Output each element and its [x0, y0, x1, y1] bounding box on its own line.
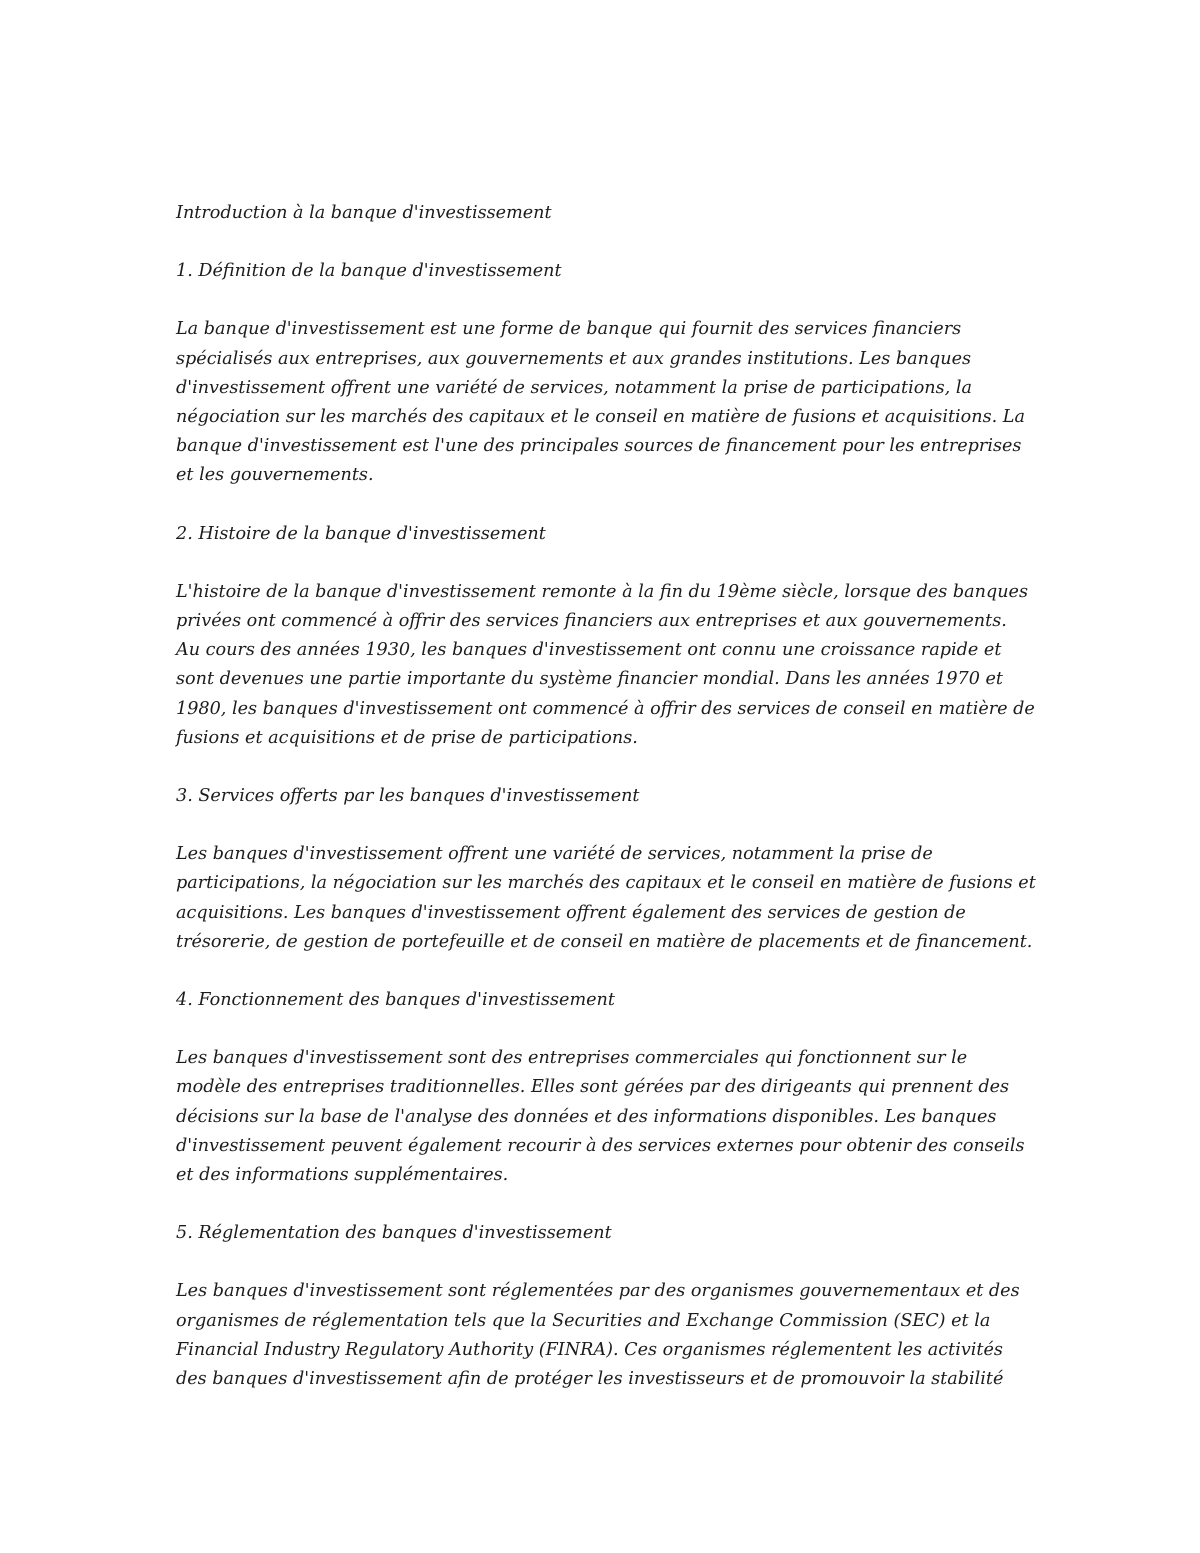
section-heading-operation: 4. Fonctionnement des banques d'investissement: [176, 990, 615, 1011]
section-body-history: L'histoire de la banque d'investissement remonte à la fin du 19ème siècle, lorsque des banques privées ont commencé à offrir des services financiers aux entreprises et aux gouvernements. Au cours des années 1930, les banques d'investissement ont connu une croissance rapide et sont devenues une partie importante du système financier mondial. Dans les années 1970 et 1980, les banques d'investissement ont commencé à offrir des services de conseil en matière de fusions et acquisitions et de prise de participations.: [176, 581, 1035, 748]
section-body-operation: Les banques d'investissement sont des entreprises commerciales qui fonctionnent sur le modèle des entreprises traditionnelles. Elles sont gérées par des dirigeants qui prennent des décisions sur la base de l'analyse des données et des informations disponibles. Les banques d'investissement peuvent également recourir à des services externes pour obtenir des conseils et des informations supplémentaires.: [176, 1048, 1025, 1186]
section-body-regulation: Les banques d'investissement sont réglementées par des organismes gouvernementaux et des organismes de réglementation tels que la Securities and Exchange Commission (SEC) et la Financial Industry Regulatory Authority (FINRA). Ces organismes réglementent les activités des banques d'investissement afin de protéger les investisseurs et de promouvoir la stabilité: [176, 1281, 1020, 1390]
section-body-definition: La banque d'investissement est une forme de banque qui fournit des services financiers spécialisés aux entreprises, aux gouvernements et aux grandes institutions. Les banques d'investissement offrent une variété de services, notamment la prise de participations, la négociation sur les marchés des capitaux et le conseil en matière de fusions et acquisitions. La banque d'investissement est l'une des principales sources de financement pour les entreprises et les gouvernements.: [176, 319, 1025, 486]
section-body-services: Les banques d'investissement offrent une variété de services, notamment la prise de participations, la négociation sur les marchés des capitaux et le conseil en matière de fusions et acquisitions. Les banques d'investissement offrent également des services de gestion de trésorerie, de gestion de portefeuille et de conseil en matière de placements et de financement.: [176, 844, 1036, 952]
section-heading-definition: 1. Définition de la banque d'investissement: [176, 261, 562, 282]
section-heading-history: 2. Histoire de la banque d'investissement: [176, 523, 546, 544]
section-heading-services: 3. Services offerts par les banques d'investissement: [176, 786, 640, 807]
section-heading-regulation: 5. Réglementation des banques d'investissement: [176, 1223, 612, 1244]
document-page: [176, 199, 1036, 1423]
document-title: Introduction à la banque d'investissement: [176, 203, 552, 223]
